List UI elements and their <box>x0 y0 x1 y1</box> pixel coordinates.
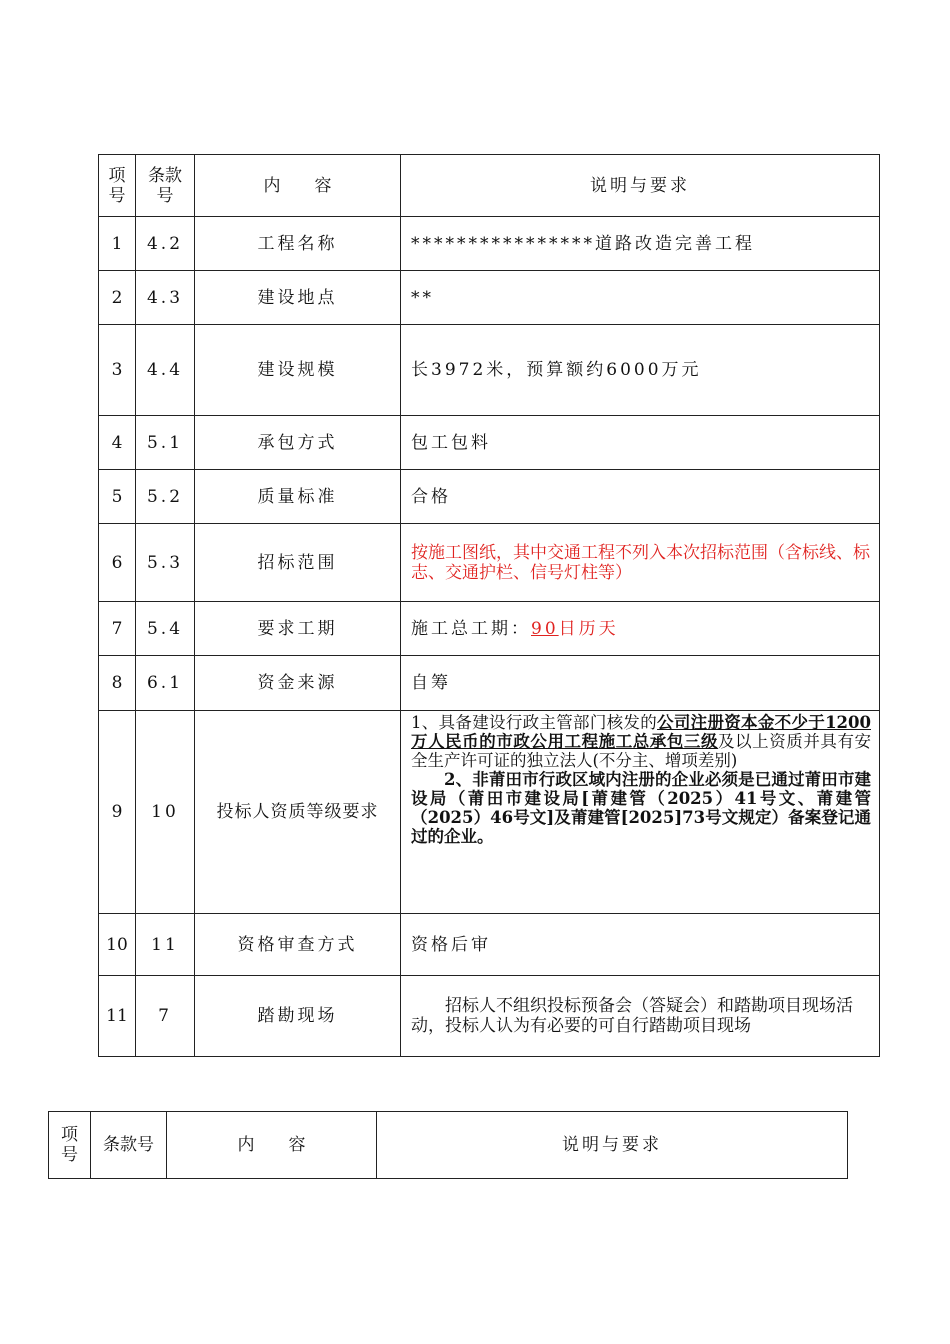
row-content: 要求工期 <box>195 602 401 656</box>
header-description: 说明与要求 <box>401 155 880 217</box>
row-clause: 5.2 <box>136 470 195 524</box>
clause-table <box>98 154 880 1057</box>
row-content: 踏勘现场 <box>195 976 401 1057</box>
row-content: 质量标准 <box>195 470 401 524</box>
table-row <box>99 524 880 602</box>
qualification-paragraph-1: 1、具备建设行政主管部门核发的公司注册资本金不少于1200万人民币的市政公用工程施工总承包三级及以上资质并具有安全生产许可证的独立法人(不分主、增项差别) <box>411 713 872 770</box>
row-no: 10 <box>99 914 136 976</box>
row-content: 招标范围 <box>195 524 401 602</box>
row-clause: 4.3 <box>136 271 195 325</box>
row-content: 资金来源 <box>195 656 401 711</box>
row-description: 按施工图纸，其中交通工程不列入本次招标范围（含标线、标志、交通护栏、信号灯柱等） <box>401 524 880 602</box>
row-clause: 5.3 <box>136 524 195 602</box>
table-row <box>99 416 880 470</box>
row-clause: 10 <box>136 711 195 914</box>
row-description: 招标人不组织投标预备会（答疑会）和踏勘项目现场活动，投标人认为有必要的可自行踏勘项目现场 <box>401 976 880 1057</box>
header-content: 内 容 <box>195 155 401 217</box>
header-item-no: 项号 <box>99 155 136 217</box>
row-description: ** <box>401 271 880 325</box>
row-content: 投标人资质等级要求 <box>195 711 401 914</box>
table-row <box>99 711 880 914</box>
row-description: 合格 <box>401 470 880 524</box>
row-no: 4 <box>99 416 136 470</box>
row-description: 自筹 <box>401 656 880 711</box>
capital-requirement: 公司注册资本金不少于1200万人民币的市政公用工程施工总承包三级 <box>411 713 871 751</box>
table-row <box>99 976 880 1057</box>
header-description: 说明与要求 <box>377 1112 848 1179</box>
table-row <box>99 325 880 416</box>
table-header-row <box>49 1112 848 1179</box>
header-item-no: 项号 <box>49 1112 91 1179</box>
header-content: 内 容 <box>167 1112 377 1179</box>
row-no: 3 <box>99 325 136 416</box>
row-no: 2 <box>99 271 136 325</box>
row-content: 工程名称 <box>195 217 401 271</box>
row-content: 建设地点 <box>195 271 401 325</box>
row-content: 承包方式 <box>195 416 401 470</box>
row-clause: 4.2 <box>136 217 195 271</box>
row-no: 8 <box>99 656 136 711</box>
table-row <box>99 271 880 325</box>
header-clause-no: 条款号 <box>136 155 195 217</box>
duration-prefix: 施工总工期： <box>411 618 531 639</box>
table-header-row <box>99 155 880 217</box>
row-no: 5 <box>99 470 136 524</box>
row-description <box>401 711 880 914</box>
row-no: 11 <box>99 976 136 1057</box>
row-clause: 5.4 <box>136 602 195 656</box>
row-content: 建设规模 <box>195 325 401 416</box>
row-clause: 6.1 <box>136 656 195 711</box>
table-row <box>99 470 880 524</box>
row-content: 资格审查方式 <box>195 914 401 976</box>
row-no: 7 <box>99 602 136 656</box>
row-clause: 7 <box>136 976 195 1057</box>
table-row <box>99 914 880 976</box>
clause-table-continued <box>48 1111 848 1179</box>
row-description: 长3972米，预算额约6000万元 <box>401 325 880 416</box>
row-description: 资格后审 <box>401 914 880 976</box>
row-no: 9 <box>99 711 136 914</box>
row-clause: 5.1 <box>136 416 195 470</box>
table-row <box>99 602 880 656</box>
row-clause: 11 <box>136 914 195 976</box>
row-clause: 4.4 <box>136 325 195 416</box>
row-no: 6 <box>99 524 136 602</box>
table-row <box>99 656 880 711</box>
header-clause-no: 条款号 <box>91 1112 167 1179</box>
qualification-paragraph-2: 2、非莆田市行政区域内注册的企业必须是已通过莆田市建设局（莆田市建设局[莆建管（2025）41号文、莆建管（2025）46号文]及莆建管[2025]73号文规定）备案登记通过的企业。 <box>411 770 871 846</box>
row-no: 1 <box>99 217 136 271</box>
table-row <box>99 217 880 271</box>
row-description: 包工包料 <box>401 416 880 470</box>
row-description: ****************道路改造完善工程 <box>401 217 880 271</box>
duration-days: 90 <box>531 618 559 639</box>
duration-suffix: 日历天 <box>558 618 619 639</box>
row-description <box>401 602 880 656</box>
